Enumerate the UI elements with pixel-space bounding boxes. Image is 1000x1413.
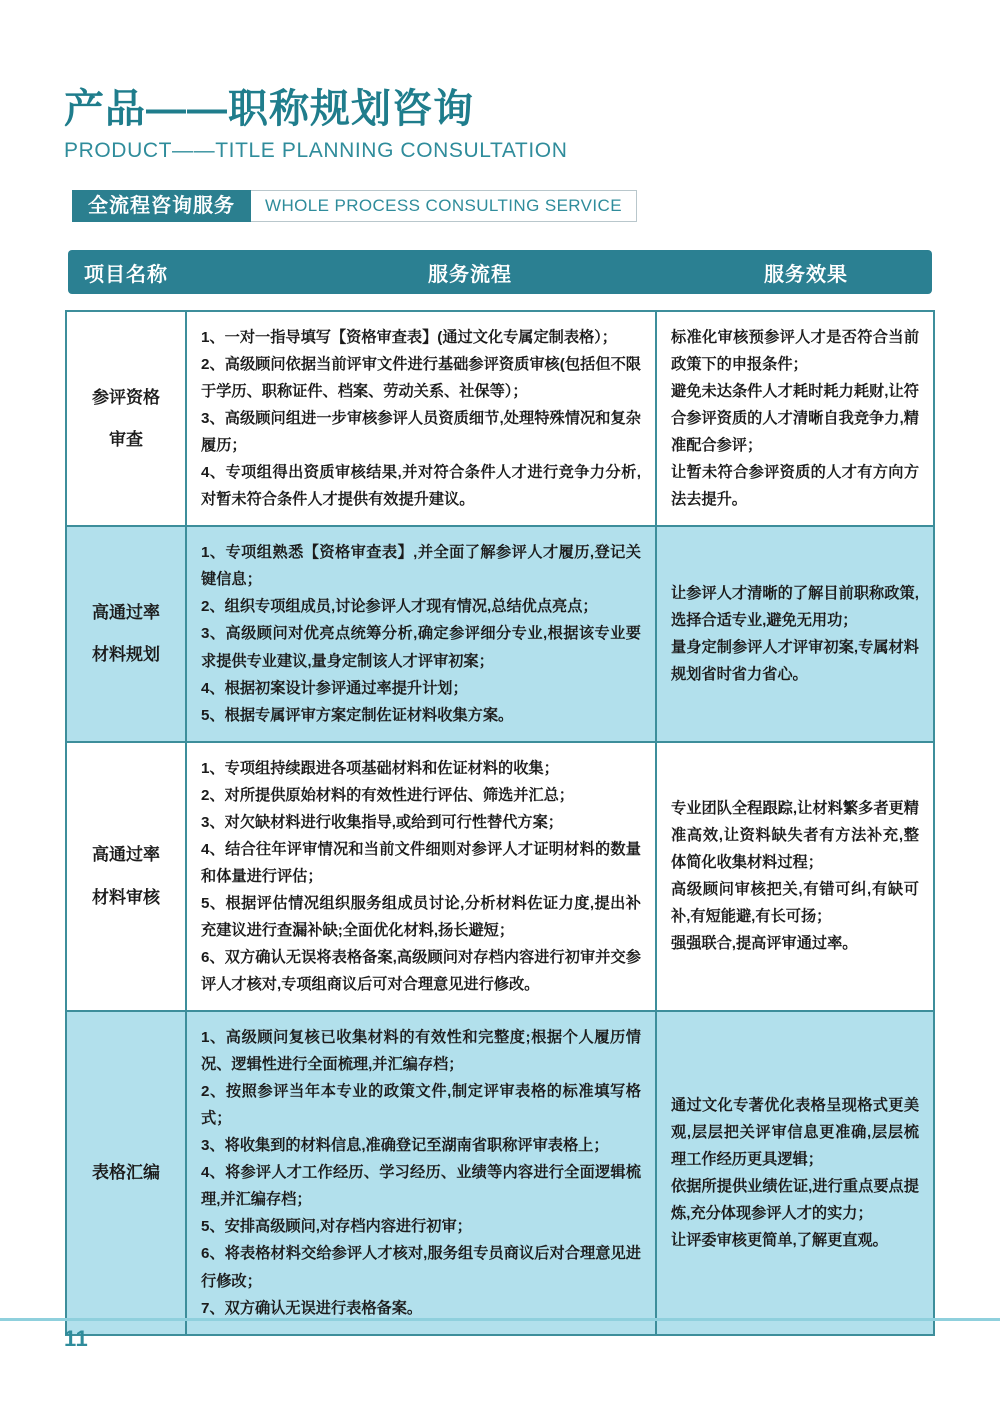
section-subtitle-cn: 全流程咨询服务 xyxy=(72,190,251,222)
row-process-cell: 1、专项组熟悉【资格审查表】,并全面了解参评人才履历,登记关键信息； 2、组织专项组成员,讨论参评人才现有情况,总结优点亮点； 3、高级顾问对优亮点统筹分析,确定参评细分专业,根据该专业要求提供专业建议,量身定制该人才评审初案； 4、根据初案设计参评通过率提升计划； 5、根据专属评审方案定制佐证材料收集方案。 xyxy=(186,526,656,741)
table-row xyxy=(66,742,934,1011)
row-process-cell: 1、高级顾问复核已收集材料的有效性和完整度;根据个人履历情况、逻辑性进行全面梳理,并汇编存档； 2、按照参评当年本专业的政策文件,制定评审表格的标准填写格式； 3、将收集到的材料信息,准确登记至湖南省职称评审表格上； 4、将参评人才工作经历、学习经历、业绩等内容进行全面逻辑梳理,并汇编存档； 5、安排高级顾问,对存档内容进行初审； 6、将表格材料交给参评人才核对,服务组专员商议后对合理意见进行修改； 7、双方确认无误进行表格备案。 xyxy=(186,1011,656,1335)
row-effect-cell: 标准化审核预参评人才是否符合当前政策下的申报条件； 避免未达条件人才耗时耗力耗财,让符合参评资质的人才清晰自我竞争力,精准配合参评； 让暂未符合参评资质的人才有方向方法去提升。 xyxy=(656,311,934,526)
table-row xyxy=(66,311,934,526)
row-effect-cell: 专业团队全程跟踪,让材料繁多者更精准高效,让资料缺失者有方法补充,整体简化收集材料过程； 高级顾问审核把关,有错可纠,有缺可补,有短能避,有长可扬； 强强联合,提高评审通过率。 xyxy=(656,742,934,1011)
table-row xyxy=(66,1011,934,1335)
column-header-effect: 服务效果 xyxy=(764,263,848,286)
row-process-cell: 1、一对一指导填写【资格审查表】(通过文化专属定制表格）； 2、高级顾问依据当前评审文件进行基础参评资质审核(包括但不限于学历、职称证件、档案、劳动关系、社保等）； 3、高级顾问组进一步审核参评人员资质细节,处理特殊情况和复杂履历； 4、专项组得出资质审核结果,并对符合条件人才进行竞争力分析,对暂未符合条件人才提供有效提升建议。 xyxy=(186,311,656,526)
page-title-cn: 产品——职称规划咨询 xyxy=(64,87,474,131)
service-process-table xyxy=(65,310,935,1336)
section-subtitle-en: WHOLE PROCESS CONSULTING SERVICE xyxy=(251,190,637,222)
row-effect-cell: 通过文化专著优化表格呈现格式更美观,层层把关评审信息更准确,层层梳理工作经历更具逻辑； 依据所提供业绩佐证,进行重点要点提炼,充分体现参评人才的实力； 让评委审核更简单,了解更直观。 xyxy=(656,1011,934,1335)
page-number: 11 xyxy=(64,1326,89,1351)
row-effect-cell: 让参评人才清晰的了解目前职称政策,选择合适专业,避免无用功； 量身定制参评人才评审初案,专属材料规划省时省力省心。 xyxy=(656,526,934,741)
table-row xyxy=(66,526,934,741)
table-header-bar xyxy=(68,250,932,294)
section-subtitle-bar xyxy=(72,190,637,222)
row-process-cell: 1、专项组持续跟进各项基础材料和佐证材料的收集； 2、对所提供原始材料的有效性进行评估、筛选并汇总； 3、对欠缺材料进行收集指导,或给到可行性替代方案； 4、结合往年评审情况和当前文件细则对参评人才证明材料的数量和体量进行评估； 5、根据评估情况组织服务组成员讨论,分析材料佐证力度,提出补充建议进行查漏补缺;全面优化材料,扬长避短； 6、双方确认无误将表格备案,高级顾问对存档内容进行初审并交参评人才核对,专项组商议后可对合理意见进行修改。 xyxy=(186,742,656,1011)
page-title-en: PRODUCT——TITLE PLANNING CONSULTATION xyxy=(64,139,568,162)
column-header-name: 项目名称 xyxy=(84,263,168,286)
row-name-cell: 高通过率 材料审核 xyxy=(66,742,186,1011)
page-header xyxy=(64,86,944,163)
column-header-process: 服务流程 xyxy=(428,263,512,286)
footer-divider xyxy=(0,1318,1000,1321)
row-name-cell: 参评资格 审查 xyxy=(66,311,186,526)
row-name-cell: 高通过率 材料规划 xyxy=(66,526,186,741)
row-name-cell: 表格汇编 xyxy=(66,1011,186,1335)
